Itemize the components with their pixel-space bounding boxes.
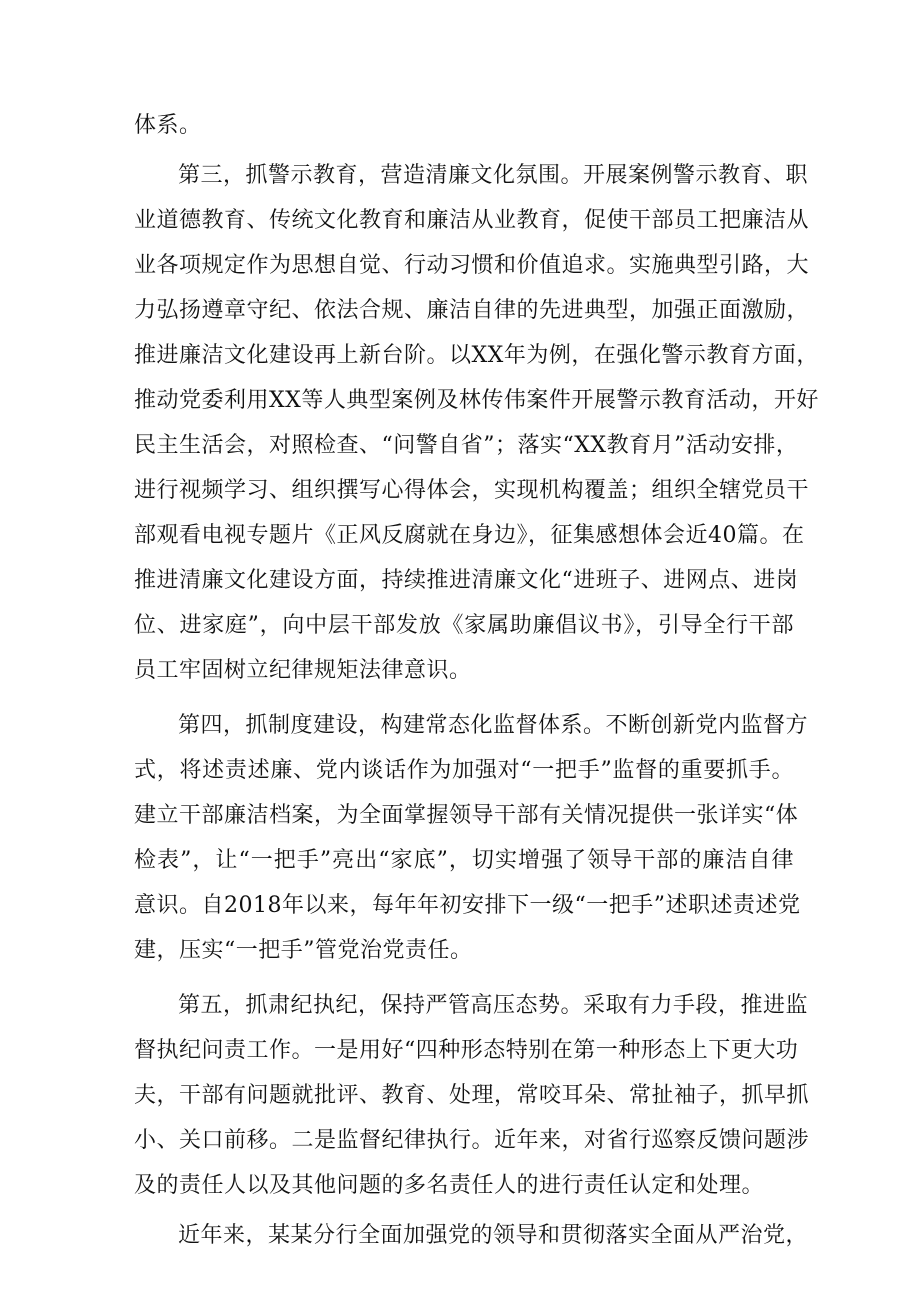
text-line: 进行视频学习、组织撰写心得体会，实现机构覆盖；组织全辖党员干 bbox=[134, 478, 810, 503]
text-line: 推进清廉文化建设方面，持续推进清廉文化“进班子、进网点、进岗 bbox=[134, 568, 799, 593]
paragraph-first-line: 第三，抓警示教育，营造清廉文化氛围。开展案例警示教育、职 bbox=[178, 163, 809, 188]
text-line: 督执纪问责工作。一是用好“四种形态特别在第一种形态上下更大功 bbox=[134, 1038, 799, 1063]
text-line: 意识。自2018年以来，每年年初安排下一级“一把手”述职述责述党 bbox=[134, 893, 801, 918]
text-line: 及的责任人以及其他问题的多名责任人的进行责任认定和处理。 bbox=[134, 1173, 765, 1198]
paragraph-first-line: 近年来，某某分行全面加强党的领导和贯彻落实全面从严治党， bbox=[178, 1223, 809, 1248]
text-line: 位、进家庭”，向中层干部发放《家属助廉倡议书》，引导全行干部 bbox=[134, 613, 794, 638]
text-line: 建立干部廉洁档案，为全面掌握领导干部有关情况提供一张详实“体 bbox=[134, 803, 799, 828]
text-line: 体系。 bbox=[134, 113, 202, 138]
text-line: 业各项规定作为思想自觉、行动习惯和价值追求。实施典型引路，大 bbox=[134, 253, 810, 278]
text-line: 建，压实“一把手”管党治党责任。 bbox=[134, 938, 473, 963]
text-line: 小、关口前移。二是监督纪律执行。近年来，对省行巡察反馈问题涉 bbox=[134, 1128, 810, 1153]
text-line: 业道德教育、传统文化教育和廉洁从业教育，促使干部员工把廉洁从 bbox=[134, 208, 810, 233]
text-line: 力弘扬遵章守纪、依法合规、廉洁自律的先进典型，加强正面激励， bbox=[134, 298, 810, 323]
text-line: 推动党委利用XX等人典型案例及林传伟案件开展警示教育活动，开好 bbox=[134, 388, 819, 413]
text-line: 式，将述责述廉、党内谈话作为加强对“一把手”监督的重要抓手。 bbox=[134, 758, 794, 783]
paragraph-first-line: 第四，抓制度建设，构建常态化监督体系。不断创新党内监督方 bbox=[178, 713, 809, 738]
text-line: 员工牢固树立纪律规矩法律意识。 bbox=[134, 658, 472, 683]
text-line: 民主生活会，对照检查、“问警自省”；落实“XX教育月”活动安排， bbox=[134, 433, 799, 458]
text-line: 推进廉洁文化建设再上新台阶。以XX年为例，在强化警示教育方面， bbox=[134, 343, 819, 368]
text-line: 夫，干部有问题就批评、教育、处理，常咬耳朵、常扯袖子，抓早抓 bbox=[134, 1083, 810, 1108]
text-line: 部观看电视专题片《正风反腐就在身边》，征集感想体会近40篇。在 bbox=[134, 523, 805, 548]
text-line: 检表”，让“一把手”亮出“家底”，切实增强了领导干部的廉洁自律 bbox=[134, 848, 794, 873]
paragraph-first-line: 第五，抓肃纪执纪，保持严管高压态势。采取有力手段，推进监 bbox=[178, 993, 809, 1018]
